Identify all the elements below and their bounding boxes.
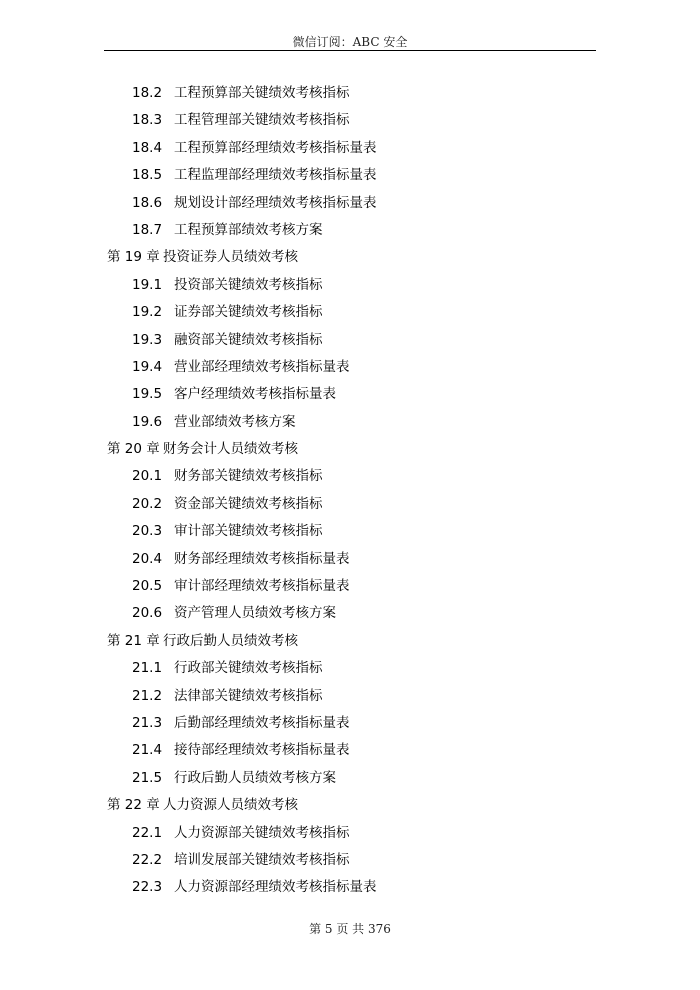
toc-entry-number: 19.3 [132,331,163,348]
toc-chapter-entry [0,628,700,655]
toc-entry-title: 接待部经理绩效考核指标量表 [174,742,350,759]
toc-entry-title: 规划设计部经理绩效考核指标量表 [174,194,377,211]
toc-entry-title: 培训发展部关键绩效考核指标 [174,851,350,868]
toc-section-entry [0,710,700,737]
toc-section-entry [0,518,700,545]
toc-entry-title: 行政部关键绩效考核指标 [174,660,323,677]
toc-entry-title: 审计部经理绩效考核指标量表 [174,578,350,595]
toc-entry-title: 资金部关键绩效考核指标 [174,495,323,512]
toc-entry-title: 行政后勤人员绩效考核方案 [174,769,336,786]
toc-entry-number: 第 20 章 [107,441,160,458]
toc-entry-number: 21.1 [132,660,163,677]
toc-chapter-entry [0,244,700,271]
toc-entry-number: 18.5 [132,167,163,184]
toc-entry-number: 18.3 [132,112,163,129]
toc-section-entry [0,327,700,354]
header-divider [104,50,596,51]
toc-entry-number: 第 21 章 [107,632,160,649]
toc-entry-number: 18.2 [132,85,163,101]
toc-section-entry [0,381,700,408]
toc-entry-title: 营业部绩效考核方案 [174,413,296,430]
toc-section-entry [0,162,700,189]
toc-entry-title: 人力资源人员绩效考核 [163,797,298,814]
toc-section-entry [0,217,700,244]
toc-entry-number: 20.4 [132,550,163,567]
toc-entry-title: 财务部关键绩效考核指标 [174,468,323,485]
toc-entry-number: 第 19 章 [107,249,160,266]
toc-section-entry [0,80,700,107]
toc-entry-title: 融资部关键绩效考核指标 [174,331,323,348]
toc-section-entry [0,655,700,682]
toc-entry-number: 18.7 [132,221,163,238]
toc-chapter-entry [0,436,700,463]
toc-entry-number: 19.1 [132,276,163,293]
toc-section-entry [0,107,700,134]
toc-entry-title: 人力资源部关键绩效考核指标 [174,824,350,841]
toc-entry-title: 投资证券人员绩效考核 [163,249,298,266]
toc-entry-number: 21.3 [132,714,163,731]
toc-section-entry [0,190,700,217]
toc-entry-title: 财务部经理绩效考核指标量表 [174,550,350,567]
toc-entry-number: 21.5 [132,769,163,786]
toc-entry-number: 21.2 [132,687,163,704]
toc-entry-number: 21.4 [132,742,163,759]
toc-section-entry [0,354,700,381]
toc-entry-number: 18.4 [132,139,163,156]
toc-entry-number: 20.3 [132,523,163,540]
toc-section-entry [0,874,700,901]
toc-entry-title: 工程预算部经理绩效考核指标量表 [174,139,377,156]
toc-entry-title: 证券部关键绩效考核指标 [174,304,323,321]
toc-entry-number: 20.1 [132,468,163,485]
toc-section-entry [0,847,700,874]
page-footer: 第 5 页 共 376 [309,922,391,936]
toc-section-entry [0,737,700,764]
toc-entry-number: 22.3 [132,879,163,896]
toc-section-entry [0,135,700,162]
toc-entry-number: 18.6 [132,194,163,211]
toc-entry-number: 第 22 章 [107,797,160,814]
toc-chapter-entry [0,792,700,819]
toc-entry-title: 行政后勤人员绩效考核 [163,632,298,649]
toc-section-entry [0,491,700,518]
toc-entry-number: 22.1 [132,824,163,841]
toc-entry-number: 20.6 [132,605,163,622]
toc-section-entry [0,409,700,436]
toc-entry-title: 财务会计人员绩效考核 [163,441,298,458]
toc-entry-title: 投资部关键绩效考核指标 [174,276,323,293]
toc-entry-number: 19.6 [132,413,163,430]
toc-entry-number: 19.2 [132,304,163,321]
toc-entry-title: 营业部经理绩效考核指标量表 [174,358,350,375]
toc-section-entry [0,272,700,299]
toc-entry-title: 工程预算部关键绩效考核指标 [174,85,350,101]
toc-section-entry [0,765,700,792]
toc-entry-title: 工程预算部绩效考核方案 [174,221,323,238]
toc-section-entry [0,600,700,627]
toc-section-entry [0,299,700,326]
toc-section-entry [0,820,700,847]
toc-entry-title: 人力资源部经理绩效考核指标量表 [174,879,377,896]
toc-entry-number: 19.4 [132,358,163,375]
toc-entry-title: 法律部关键绩效考核指标 [174,687,323,704]
toc-section-entry [0,683,700,710]
toc-entry-title: 工程监理部经理绩效考核指标量表 [174,167,377,184]
toc-entry-title: 资产管理人员绩效考核方案 [174,605,336,622]
table-of-contents [0,80,700,902]
toc-entry-number: 22.2 [132,851,163,868]
toc-entry-title: 工程管理部关键绩效考核指标 [174,112,350,129]
toc-entry-title: 后勤部经理绩效考核指标量表 [174,714,350,731]
page-header: 微信订阅：ABC 安全 [292,35,408,49]
toc-section-entry [0,573,700,600]
toc-entry-number: 20.2 [132,495,163,512]
toc-entry-number: 19.5 [132,386,163,403]
toc-section-entry [0,546,700,573]
toc-entry-title: 审计部关键绩效考核指标 [174,523,323,540]
toc-entry-title: 客户经理绩效考核指标量表 [174,386,336,403]
toc-entry-number: 20.5 [132,578,163,595]
toc-section-entry [0,463,700,490]
